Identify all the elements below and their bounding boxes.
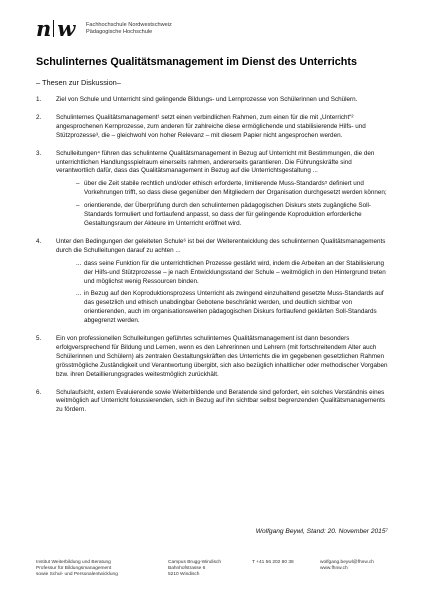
- thesis-number: 3.: [36, 149, 42, 157]
- thesis-number: 6.: [36, 388, 42, 396]
- thesis-text: Schulaufsicht, extern Evaluierende sowie Weiterbildende und Beratende sind gefordert, ein solches Verständnis eines weitmöglich auf Unterricht fokussierenden, sich in Bezug auf ihn sichtbar selbst begrenzenden Qualitätsmanagements zu fördern.: [56, 388, 386, 414]
- thesis-subitem: [56, 202, 392, 229]
- thesis-text: Schulinternes Qualitätsmanagement¹ setzt einen verbindlichen Rahmen, zum einen für die mit „Unterricht“² angesprochenen Kernprozesse, zum anderen für zahlreiche diese ermöglichende und stabilisierende Hilfs- und Stützprozesse³, die – gleichwohl von hoher Relevanz – mit diesem Papier nicht angesprochen werden.: [56, 113, 366, 139]
- dash-marker: –: [76, 180, 80, 188]
- thesis-text: Ein von professionellen Schulleitungen geführtes schulinternes Qualitätsmanagement ist dann besonders erfolgversprechend für Bildung und Lernen, wenn es den Lehrerinnen und Lehrern (mit fortschreitendem Alter auch Schülerinnen und Schülern) als zentralen Gestaltungskräften des Unterrichts die im gegebenen gesetzlichen Rahmen grösstmögliche Zuständigkeit und Verantwortung übergibt, sich also bezüglich inhaltlicher oder methodischer Vorgaben bzw. ihren Detaillierungsgrades weitestmöglich zurückhält.: [56, 335, 388, 378]
- document-subtitle: – Thesen zur Diskussion–: [36, 78, 121, 87]
- footer-line: Bahnhofstrasse 6: [168, 565, 206, 571]
- dash-marker: –: [76, 202, 80, 210]
- subitem-text: über die Zeit stabile rechtlich und/oder ethisch erforderte, limitierende Muss-Standards⁵ definiert und Vorkehrungen trifft, so dass diese gegenüber den Mitgliedern der Organisation durchgesetzt werden können;: [84, 180, 387, 197]
- footer-line: Institut Weiterbildung und Beratung: [36, 560, 111, 565]
- footer-institute: [36, 560, 118, 577]
- footer-contact: [320, 560, 374, 572]
- logo-line-2: Pädagogische Hochschule: [86, 28, 153, 35]
- thesis-item: [36, 389, 392, 416]
- footer-line: T +41 56 202 80 38: [252, 560, 294, 565]
- logo-divider: [53, 20, 54, 37]
- dash-marker: ...: [76, 290, 82, 298]
- footer-line: Campus Brugg-Windisch: [168, 560, 222, 565]
- thesis-text: Schulleitungen⁴ führen das schulinterne Qualitätsmanagement in Bezug auf Unterricht mit Bestimmungen, die den unterrichtlichen Handlungsspielraum einerseits rahmen, andererseits garantieren. Die Führungskräfte sind verantwortlich dafür, dass das Qualitätsmanagement in Bezug auf die Unterrichtsgestaltung ...: [56, 149, 375, 175]
- dash-marker: ...: [76, 259, 82, 267]
- thesis-item: [36, 96, 392, 105]
- thesis-subitem: [56, 260, 392, 287]
- subitem-text: in Bezug auf den Koproduktionsprozess Unterricht als zwingend einzuhaltend gesetzte Muss-Standards auf das gesetzlich und ethisch unabdingbar Gebotene beschränkt werden, und deutlich sichtbar von orientierenden, auch im organisationsweiten pädagogischen Diskurs fortlaufend geklärten Soll-Standards abgegrenzt werden.: [84, 290, 384, 325]
- footer-line: sowie Schul- und Personalentwicklung: [36, 571, 118, 577]
- footer-website-link[interactable]: www.fhnw.ch: [320, 565, 348, 571]
- signature-line: Wolfgang Beywl, Stand: 20. November 2015⁷: [255, 528, 388, 535]
- thesis-item: [36, 238, 392, 326]
- thesis-item: [36, 114, 392, 141]
- thesis-number: 4.: [36, 237, 42, 245]
- footer-address: [168, 560, 221, 577]
- thesis-item: [36, 335, 392, 380]
- thesis-text: Unter den Bedingungen der geleiteten Schule⁶ ist bei der Weiterentwicklung des schulinternen Qualitätsmanagements durch die Schulleitungen darauf zu achten ...: [56, 237, 386, 254]
- logo-letter-w: w: [57, 16, 75, 41]
- footer-line: 5210 Windisch: [168, 571, 200, 577]
- theses-list: [36, 96, 392, 424]
- logo-letter-n: n: [36, 16, 51, 41]
- thesis-subitem: [56, 290, 392, 326]
- logo-mark: [36, 16, 75, 41]
- footer-phone: [252, 560, 294, 566]
- subitem-text: orientierende, der Überprüfung durch den schulinternen pädagogischen Diskurs stets zugängliche Soll-Standards formuliert und fortlaufend anpasst, so dass der für gelingende Koproduktion erforderliche Gestaltungsraum der Akteure im Unterricht eröffnet wird.: [84, 202, 372, 227]
- document-title: Schulinternes Qualitätsmanagement im Dienst des Unterrichts: [36, 56, 357, 68]
- thesis-subitem: [56, 180, 392, 198]
- logo-text: [86, 22, 172, 35]
- thesis-number: 5.: [36, 335, 42, 343]
- thesis-number: 2.: [36, 113, 42, 121]
- logo-line-1: Fachhochschule Nordwestschweiz: [86, 22, 172, 28]
- thesis-number: 1.: [36, 96, 42, 103]
- footer-line: Professur für Bildungsmanagement: [36, 565, 112, 571]
- footer-email-link[interactable]: wolfgang.beywl@fhnw.ch: [320, 560, 374, 565]
- thesis-text: Ziel von Schule und Unterricht sind gelingende Bildungs- und Lernprozesse von Schülerinnen und Schülern.: [56, 96, 358, 103]
- thesis-item: [36, 150, 392, 229]
- subitem-text: dass seine Funktion für die unterrichtlichen Prozesse gestärkt wird, indem die Arbeiten an der Stabilisierung der Hilfs-und Stützprozesse – je nach Entwicklungsstand der Schule – weitmöglich in den Hintergrund treten und möglichst wenig Ressourcen binden.: [84, 259, 386, 285]
